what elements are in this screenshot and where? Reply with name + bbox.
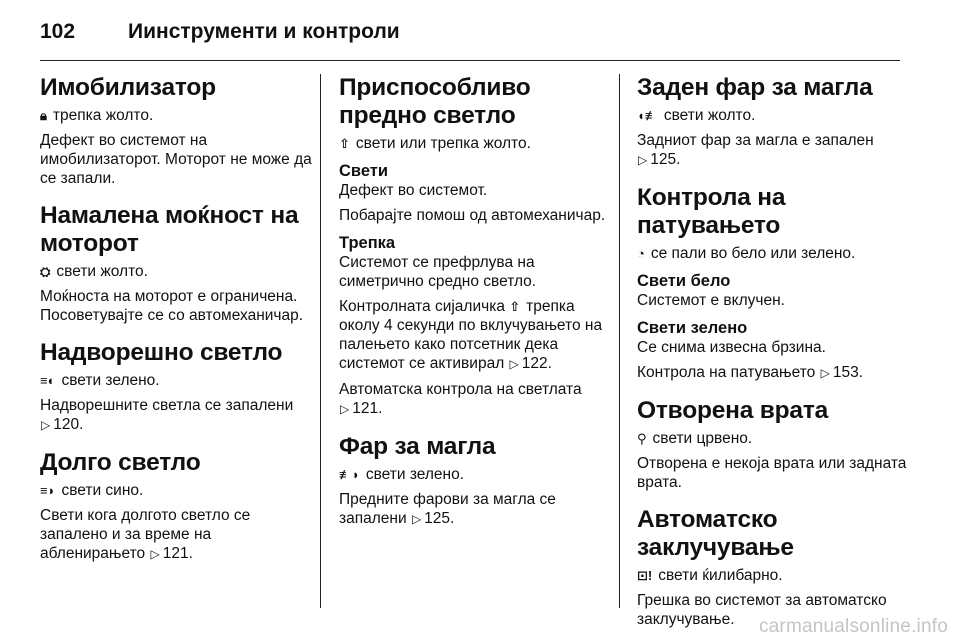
status-line: ⚲ свети црвено.	[637, 430, 753, 447]
section-door	[637, 397, 907, 492]
page-ref-icon: ▷	[41, 418, 51, 432]
section-desc: Отворена е некоја врата или задната врата.	[637, 455, 907, 491]
reduced-power-icon: ⛭	[40, 264, 51, 279]
section-desc: Задниот фар за магла е запален ▷ 125.	[637, 132, 874, 168]
cruise-icon: ◔	[637, 246, 645, 261]
rear-fog-icon: ◖≢	[637, 108, 658, 123]
section-title: Надворешно светло	[40, 339, 283, 366]
door-open-icon: ⚲	[637, 431, 647, 446]
section-immobilizer	[40, 74, 312, 188]
status-line: ◔ се пали во бело или зелено.	[637, 245, 856, 262]
page-ref-icon: ▷	[340, 402, 350, 416]
section-rear-fog	[637, 74, 907, 170]
column-divider	[619, 74, 620, 608]
status-line: ⇧ свети или трепка жолто.	[339, 135, 531, 152]
status-line: ≡◐ свети зелено.	[40, 372, 160, 389]
section-cruise	[637, 184, 907, 383]
status-line: ≢◗ свети зелено.	[339, 466, 465, 483]
exterior-light-icon: ≡◐	[40, 373, 56, 388]
status-line: ◖≢ свети жолто.	[637, 107, 756, 124]
section-desc: Автоматска контрола на светлата ▷ 121.	[339, 381, 582, 417]
column-divider	[320, 74, 321, 608]
column-2	[339, 74, 607, 536]
sub-heading: Свети зелено	[637, 319, 748, 337]
section-title: Имобилизатор	[40, 74, 216, 101]
front-fog-icon: ≢◗	[339, 467, 360, 482]
section-title: Фар за магла	[339, 433, 496, 460]
status-line: ⊡! свети ќилибарно.	[637, 567, 783, 584]
page-ref[interactable]: 120.	[53, 416, 84, 433]
section-title: Контрола на патувањето	[637, 184, 786, 239]
column-1	[40, 74, 312, 571]
sub-heading: Трепка	[339, 234, 396, 252]
section-reduced-power	[40, 202, 312, 325]
section-desc: Се снима извесна брзина.	[637, 339, 826, 356]
watermark: carmanualsonline.info	[758, 616, 948, 637]
section-afl	[339, 74, 607, 419]
afl-icon: ⇧	[339, 136, 350, 151]
status-line: ⛭ свети жолто.	[40, 263, 148, 280]
section-desc: Дефект во системот.	[339, 182, 488, 199]
page-ref-icon: ▷	[411, 512, 422, 526]
page-ref[interactable]: 125.	[650, 151, 681, 168]
section-title: Отворена врата	[637, 397, 829, 424]
section-autolock	[637, 506, 907, 629]
section-title: Автоматско заклучување	[637, 506, 794, 561]
status-line: 🔒︎ трепка жолто.	[40, 107, 154, 124]
section-title: Долго светло	[40, 449, 201, 476]
column-3	[637, 74, 907, 636]
page-ref-icon: ▷	[638, 153, 648, 167]
immobilizer-icon: 🔒︎	[40, 108, 47, 123]
section-high-beam	[40, 449, 312, 564]
page-header	[40, 16, 900, 60]
high-beam-icon: ≡◗	[40, 483, 56, 498]
chapter-title: Иинструменти и контроли	[128, 20, 400, 43]
section-title: Заден фар за магла	[637, 74, 873, 101]
section-desc: Моќноста на моторот е ограничена. Посоветувајте се со автомеханичар.	[40, 288, 304, 324]
autolock-icon: ⊡!	[637, 568, 653, 583]
section-desc: Надворешните светла се запалени ▷ 120.	[40, 397, 294, 433]
section-exterior-light	[40, 339, 312, 435]
section-title: Намалена моќност на моторот	[40, 202, 299, 257]
sub-heading: Свети бело	[637, 272, 731, 290]
page-number: 102	[40, 20, 76, 43]
page-ref-icon: ▷	[150, 547, 160, 561]
section-desc: Системот се префрлува на симетрично средно светло.	[339, 254, 537, 290]
sub-heading: Свети	[339, 162, 389, 180]
section-desc: Дефект во системот на имобилизаторот. Моторот не може да се запали.	[40, 132, 312, 187]
page-ref[interactable]: 121.	[352, 400, 383, 417]
page-ref[interactable]: 153.	[832, 364, 864, 381]
section-desc: Предните фарови за магла се запалени ▷ 125.	[339, 491, 556, 527]
section-desc: Свети кога долгото светло се запалено и за време на абленирањето ▷ 121.	[40, 507, 251, 562]
afl-icon: ⇧	[509, 299, 521, 314]
page-ref[interactable]: 121.	[162, 545, 193, 562]
page-ref[interactable]: 122.	[521, 355, 552, 372]
header-rule	[40, 60, 900, 61]
section-title: Приспособливо предно светло	[339, 74, 531, 129]
section-desc: Системот е вклучен.	[637, 292, 785, 309]
page-ref-icon: ▷	[509, 357, 519, 371]
page-ref-icon: ▷	[820, 366, 830, 380]
section-desc: Контрола на патувањето ▷ 153.	[637, 364, 864, 381]
section-fog	[339, 433, 607, 529]
section-desc: Грешка во системот за автоматско заклучување.	[637, 592, 887, 628]
section-desc: Контролната сијаличка ⇧ трепка околу 4 секунди по вклучувањето на палењето како потсетник дека системот се активирал ▷ 122.	[339, 298, 603, 372]
section-desc: Побарајте помош од автомеханичар.	[339, 207, 606, 224]
status-line: ≡◗ свети сино.	[40, 482, 144, 499]
page-ref[interactable]: 125.	[424, 510, 455, 527]
